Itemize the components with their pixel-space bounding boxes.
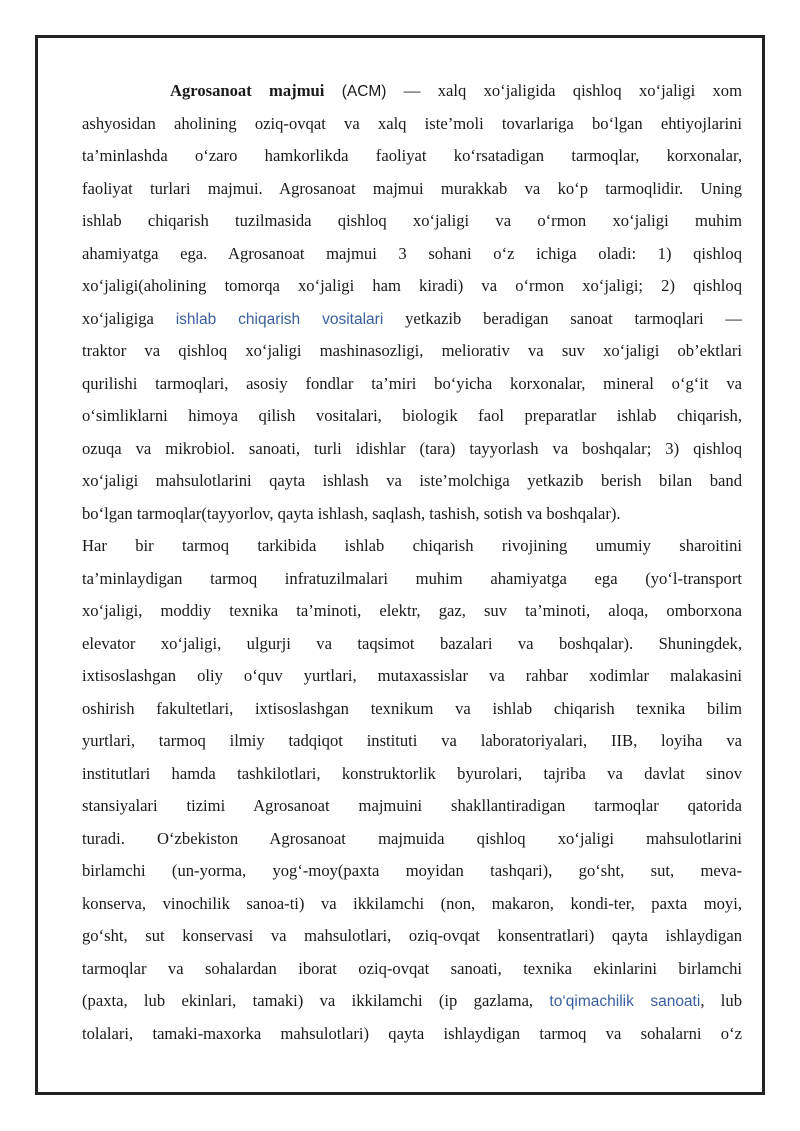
- text-line: ozuqa va mikrobiol. sanoati, turli idishlar (tara) tayyorlash va boshqalar; 3) qishloq: [82, 438, 742, 458]
- link-toqimachilik-sanoati[interactable]: to‘qimachilik sanoati: [549, 993, 701, 1010]
- text-line: stansiyalari tizimi Agrosanoat majmuini shakllantiradigan tarmoqlar qatorida: [82, 796, 742, 815]
- text-line: o‘simliklarni himoya qilish vositalari, biologik faol preparatlar ishlab chiqarish,: [82, 406, 742, 425]
- text-line: tarmoqlar va sohalardan iborat oziq-ovqat sanoati, texnika ekinlarini birlamchi: [82, 958, 742, 978]
- text-line: xo‘jaligi(aholining tomorqa xo‘jaligi ham kiradi) va o‘rmon xo‘jaligi; 2) qishloq: [82, 276, 742, 295]
- text-line: ta’minlashda o‘zaro hamkorlikda faoliyat ko‘rsatadigan tarmoqlar, korxonalar,: [82, 146, 742, 165]
- text-line: qurilishi tarmoqlari, asosiy fondlar ta’miri bo‘yicha korxonalar, mineral o‘g‘it va: [82, 373, 742, 393]
- text-line: xo‘jaligi mahsulotlarini qayta ishlash va iste’molchiga yetkazib berish bilan band: [82, 471, 742, 490]
- text-line: ishlab chiqarish tuzilmasida qishloq xo‘jaligi va o‘rmon xo‘jaligi muhim: [82, 211, 742, 230]
- link-ishlab-chiqarish-vositalari[interactable]: ishlab chiqarish vositalari: [175, 310, 384, 328]
- text-line: Har bir tarmoq tarkibida ishlab chiqarish rivojining umumiy sharoitini: [82, 536, 742, 555]
- text-line: konserva, vinochilik sanoa-ti) va ikkilamchi (non, makaron, kondi-ter, paxta moyi,: [82, 893, 742, 913]
- text-line: ta’minlaydigan tarmoq infratuzilmalari muhim ahamiyatga ega (yo‘l-transport: [82, 568, 742, 588]
- text-line: elevator xo‘jaligi, ulgurji va taqsimot bazalari va boshqalar). Shuningdek,: [82, 633, 742, 653]
- term-abbreviation: (ACM): [341, 83, 387, 100]
- text-line: ixtisoslashgan oliy o‘quv yurtlari, mutaxassislar va rahbar xodimlar malakasini: [82, 666, 742, 685]
- document-body: [82, 75, 742, 1050]
- text-line: (paxta, lub ekinlari, tamaki) va ikkilamchi (ip gazlama, to‘qimachilik sanoati, lub: [82, 991, 742, 1010]
- text-line: xo‘jaligi, moddiy texnika ta’minoti, elektr, gaz, suv ta’minoti, aloqa, omborxona: [82, 601, 742, 620]
- text-line: turadi. O‘zbekiston Agrosanoat majmuida qishloq xo‘jaligi mahsulotlarini: [82, 828, 742, 848]
- text-line: tolalari, tamaki-maxorka mahsulotlari) qayta ishlaydigan tarmoq va sohalarni o‘z: [82, 1023, 742, 1043]
- text-line: ashyosidan aholining oziq-ovqat va xalq iste’moli tovarlariga bo‘lgan ehtiyojlarini: [82, 113, 742, 133]
- text-line: xo‘jaligiga ishlab chiqarish vositalari yetkazib beradigan sanoat tarmoqlari —: [82, 308, 742, 328]
- text-line: faoliyat turlari majmui. Agrosanoat majmui murakkab va ko‘p tarmoqlidir. Uning: [82, 178, 742, 198]
- text-line: bo‘lgan tarmoqlar(tayyorlov, qayta ishlash, saqlash, tashish, sotish va boshqalar).: [82, 503, 621, 523]
- text-line: go‘sht, sut konservasi va mahsulotlari, oziq-ovqat konsentratlari) qayta ishlaydigan: [82, 926, 742, 945]
- text-line: Agrosanoat majmui (ACM) — xalq xo‘jaligida qishloq xo‘jaligi xom: [170, 81, 743, 100]
- term-heading: Agrosanoat majmui: [170, 81, 325, 100]
- text-line: institutlari hamda tashkilotlari, konstruktorlik byurolari, tajriba va davlat sinov: [82, 763, 742, 783]
- text-line: yurtlari, tarmoq ilmiy tadqiqot instituti va laboratoriyalari, IIB, loyiha va: [82, 731, 742, 750]
- text-line: traktor va qishloq xo‘jaligi mashinasozligi, meliorativ va suv xo‘jaligi ob’ektlari: [82, 341, 742, 360]
- text-line: birlamchi (un-yorma, yog‘-moy(paxta moyidan tashqari), go‘sht, sut, meva-: [82, 861, 742, 880]
- text-line: oshirish fakultetlari, ixtisoslashgan texnikum va ishlab chiqarish texnika bilim: [82, 698, 742, 718]
- text-line: ahamiyatga ega. Agrosanoat majmui 3 sohani o‘z ichiga oladi: 1) qishloq: [82, 243, 742, 263]
